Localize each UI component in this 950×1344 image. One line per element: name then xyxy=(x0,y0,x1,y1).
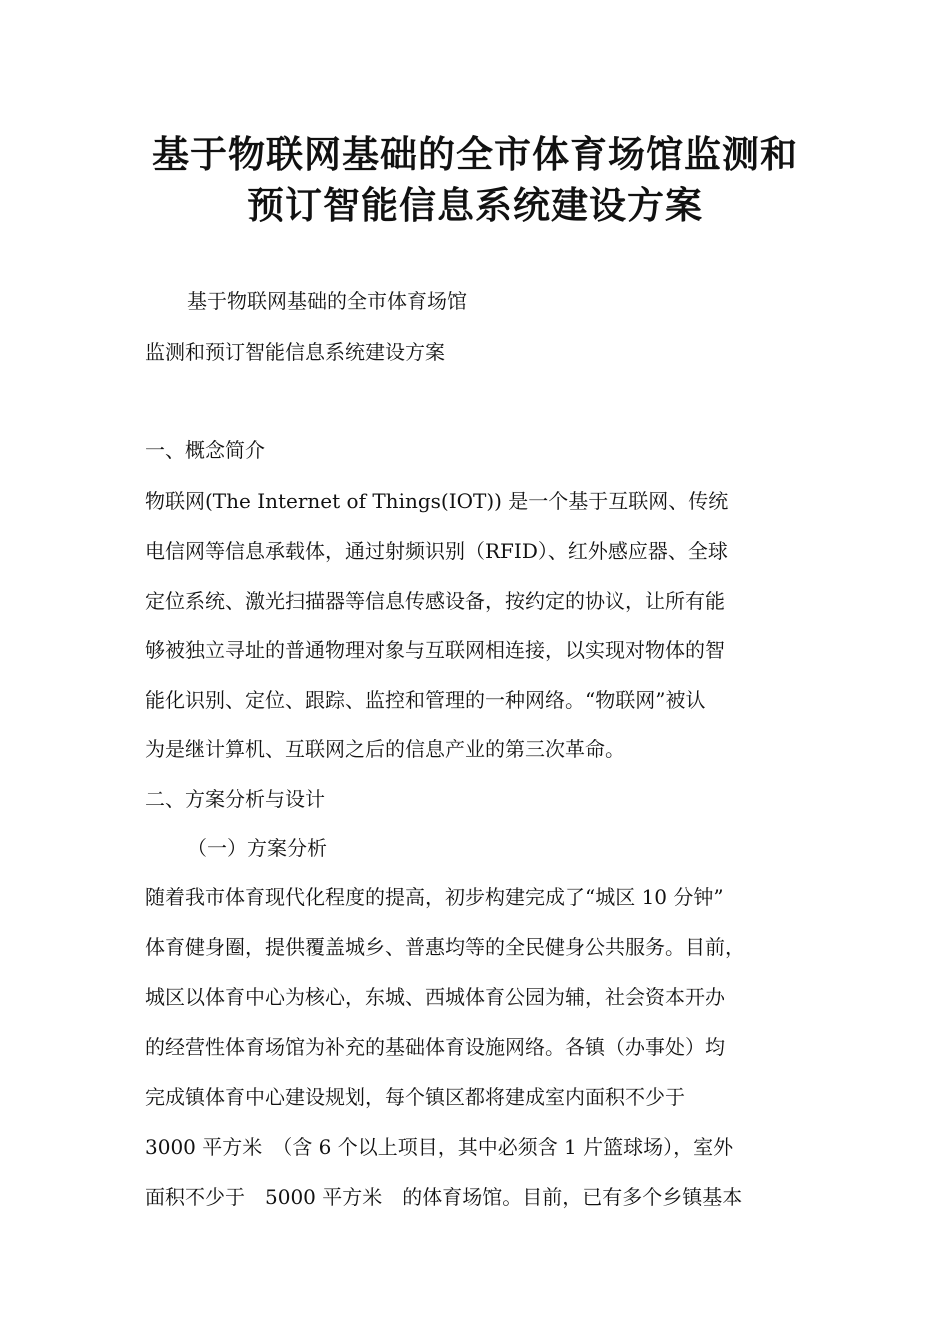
paragraph-line: 的经营性体育场馆为补充的基础体育设施网络。各镇（办事处）均 xyxy=(145,1035,725,1059)
paragraph-line: 面积不少于 5000 平方米 的体育场馆。目前，已有多个乡镇基本 xyxy=(145,1185,743,1209)
subtitle-line-1: 基于物联网基础的全市体育场馆 xyxy=(187,289,467,313)
section-heading-2: 二、方案分析与设计 xyxy=(145,787,325,811)
subtitle-line-2: 监测和预订智能信息系统建设方案 xyxy=(145,340,445,364)
section-heading-1: 一、概念简介 xyxy=(145,438,265,462)
paragraph-line: 3000 平方米 （含 6 个以上项目，其中必须含 1 片篮球场），室外 xyxy=(145,1135,734,1159)
paragraph-line: 够被独立寻址的普通物理对象与互联网相连接，以实现对物体的智 xyxy=(145,638,725,662)
paragraph-line: 物联网(The Internet of Things(IOT)) 是一个基于互联网、传统 xyxy=(145,489,729,513)
paragraph-line: 能化识别、定位、跟踪、监控和管理的一种网络。“物联网”被认 xyxy=(145,688,706,712)
paragraph-line: 定位系统、激光扫描器等信息传感设备，按约定的协议，让所有能 xyxy=(145,589,725,613)
paragraph-line: 体育健身圈，提供覆盖城乡、普惠均等的全民健身公共服务。目前， xyxy=(145,935,745,959)
paragraph-line: 完成镇体育中心建设规划，每个镇区都将建成室内面积不少于 xyxy=(145,1085,685,1109)
paragraph-line: 随着我市体育现代化程度的提高，初步构建完成了“城区 10 分钟” xyxy=(145,885,724,909)
paragraph-line: 城区以体育中心为核心，东城、西城体育公园为辅，社会资本开办 xyxy=(145,985,725,1009)
subsection-heading: （一）方案分析 xyxy=(187,836,327,860)
paragraph-line: 为是继计算机、互联网之后的信息产业的第三次革命。 xyxy=(145,737,625,761)
paragraph-line: 电信网等信息承载体，通过射频识别（RFID）、红外感应器、全球 xyxy=(145,539,728,563)
document-title-line-2: 预订智能信息系统建设方案 xyxy=(247,184,703,227)
document-title-line-1: 基于物联网基础的全市体育场馆监测和 xyxy=(152,133,798,176)
